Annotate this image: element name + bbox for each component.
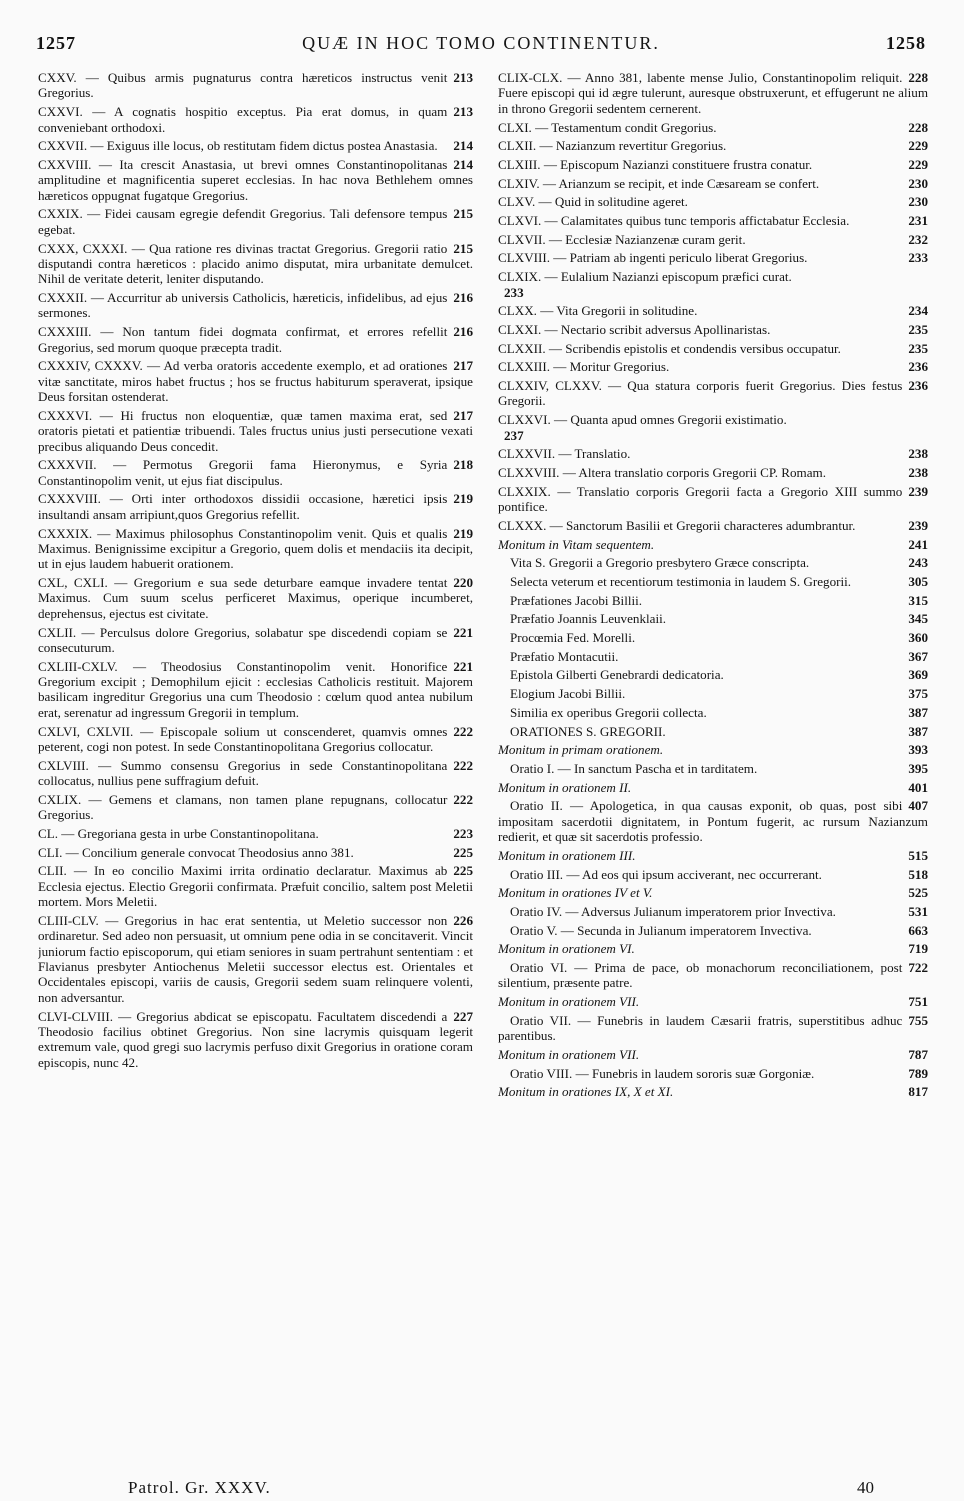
toc-entry <box>38 792 473 823</box>
toc-entry-text: Procœmia Fed. Morelli. <box>510 630 636 646</box>
toc-entry <box>498 593 928 608</box>
toc-page-number: 751 <box>908 994 928 1010</box>
toc-entry <box>498 303 928 318</box>
toc-page-number: 236 <box>908 378 928 394</box>
toc-page-number: 213 <box>453 70 473 85</box>
toc-page-number: 395 <box>908 760 928 776</box>
toc-entry-text: CLXXVII. — Translatio. <box>498 446 631 462</box>
toc-page-number: 216 <box>453 290 473 306</box>
toc-entry-text: CLXVI. — Calamitates quibus tunc temporis affictabatur Ecclesia. <box>498 213 850 229</box>
toc-entry <box>38 358 473 404</box>
running-title: QUÆ IN HOC TOMO CONTINENTUR. <box>302 33 660 53</box>
toc-entry <box>498 341 928 356</box>
page-header <box>36 33 926 57</box>
toc-entry <box>498 574 928 589</box>
toc-entry <box>498 232 928 247</box>
toc-entry <box>498 705 928 720</box>
toc-entry <box>498 269 928 300</box>
page-number-left: 1257 <box>36 33 76 53</box>
toc-entry-text: Præfatio Joannis Leuvenklaii. <box>510 611 667 627</box>
toc-page-number: 215 <box>453 206 473 222</box>
toc-entry <box>498 941 928 956</box>
toc-page-number: 369 <box>908 667 928 683</box>
toc-page-number: 233 <box>908 250 928 266</box>
toc-entry <box>38 70 473 101</box>
sheet-number: 40 <box>857 1478 874 1497</box>
toc-entry <box>498 194 928 209</box>
toc-entry-text: CLIII-CLV. — Gregorius in hac erat sententia, ut Meletio successor non ordinaretur. Sed adeo non persuasit, ut omnium pene odia in se concitaverit. Vincit juniorum factio episcoporum, qui etiam seniores in suam pertrahunt sententiam : et Flavianus presbyter Antiochenus Meletii successor electus est. Orientales et Occidentales episcopi, variis de causis, Gregorii sedem suam relinquere volenti, non adversantur. <box>38 912 473 1005</box>
toc-page-number: 789 <box>908 1065 928 1081</box>
toc-entry-text: Monitum in orationes IX, X et XI. <box>498 1084 674 1100</box>
toc-page-number: 220 <box>453 575 473 591</box>
toc-page-number: 407 <box>908 798 928 814</box>
toc-page-number: 230 <box>908 175 928 191</box>
toc-entry-text: CLXII. — Nazianzum revertitur Gregorius. <box>498 138 727 154</box>
toc-entry <box>498 923 928 938</box>
toc-entry <box>38 724 473 755</box>
toc-entry <box>498 686 928 701</box>
toc-page-number: 360 <box>908 630 928 646</box>
toc-entry <box>38 324 473 355</box>
toc-entry <box>498 138 928 153</box>
toc-entry-text: CXXXVIII. — Orti inter orthodoxos dissidii occasione, hæretici ipsis insultandi ansam arripiunt,quos Gregorius refellit. <box>38 491 448 522</box>
toc-entry <box>38 138 473 153</box>
toc-entry-text: CLXIV. — Arianzum se recipit, et inde Cæsaream se confert. <box>498 175 820 191</box>
toc-entry-text: Monitum in orationem II. <box>498 779 632 795</box>
toc-entry-text: Oratio VIII. — Funebris in laudem sororis suæ Gorgoniæ. <box>510 1065 815 1081</box>
toc-entry-text: CXLIII-CXLV. — Theodosius Constantinopolim venit. Honorifice Gregorium excipit ; Demophilum ejicit : ecclesias Catholicis restituit. Majorem basilicam ingreditur Gregorius una cum Theodosio : cœlum quod antea nubilum erat, serenatur ad ingressum Gregorii in templum. <box>38 658 473 720</box>
toc-entry <box>498 1066 928 1081</box>
toc-page-number: 515 <box>908 847 928 863</box>
toc-entry <box>38 758 473 789</box>
toc-page-number: 243 <box>908 555 928 571</box>
toc-entry-text: Oratio V. — Secunda in Julianum imperatorem Invectiva. <box>510 922 812 938</box>
toc-entry-text: CLXX. — Vita Gregorii in solitudine. <box>498 303 698 319</box>
toc-entry <box>498 904 928 919</box>
toc-entry-text: Epistola Gilberti Genebrardi dedicatoria. <box>510 667 724 683</box>
toc-entry-text: CLXXVIII. — Altera translatio corporis Gregorii CP. Romam. <box>498 464 827 480</box>
toc-entry <box>38 826 473 841</box>
toc-entry <box>498 378 928 409</box>
toc-entry <box>38 659 473 721</box>
toc-page-number: 663 <box>908 922 928 938</box>
toc-page-number: 230 <box>908 194 928 210</box>
toc-entry <box>38 241 473 287</box>
toc-page-number: 237 <box>504 427 524 443</box>
toc-entry-text: CLXXIX. — Translatio corporis Gregorii facta a Gregorio XIII summo pontifice. <box>498 483 903 515</box>
toc-page-number: 225 <box>453 863 473 879</box>
toc-entry-text: CXXXVI. — Hi fructus non eloquentiæ, quæ tamen maxima erat, sed oratoris pietati et patientiæ tribuendi. Tales fructus unius justi persecutione vexati precibus aliquando Deus concedit. <box>38 407 473 454</box>
toc-entry-text: Monitum in orationem VII. <box>498 1047 640 1062</box>
toc-entry-text: CXXVI. — A cognatis hospitio exceptus. Pia erat domus, in quam conveniebant orthodoxi. <box>38 104 448 135</box>
toc-entry <box>38 1009 473 1071</box>
toc-page-number: 214 <box>453 156 473 172</box>
toc-page-number: 223 <box>453 825 473 841</box>
toc-entry <box>498 70 928 116</box>
toc-entry <box>38 625 473 656</box>
toc-page-number: 222 <box>453 791 473 807</box>
toc-page-number: 719 <box>908 941 928 957</box>
toc-entry <box>498 555 928 570</box>
toc-entry-text: Oratio IV. — Adversus Julianum imperatorem prior Invectiva. <box>510 903 836 919</box>
toc-entry-text: CLXVIII. — Patriam ab ingenti periculo liberat Gregorius. <box>498 250 808 266</box>
toc-entry-text: CLXV. — Quid in solitudine ageret. <box>498 194 688 210</box>
toc-page-number: 228 <box>908 70 928 85</box>
toc-page-number: 722 <box>908 960 928 976</box>
toc-page-number: 216 <box>453 324 473 340</box>
toc-entry-text: CLXXX. — Sanctorum Basilii et Gregorii characteres adumbrantur. <box>498 517 856 533</box>
toc-entry-text: Selecta veterum et recentiorum testimonia in laudem S. Gregorii. <box>510 573 852 589</box>
toc-page-number: 238 <box>908 464 928 480</box>
toc-entry <box>498 213 928 228</box>
toc-page-number: 222 <box>453 757 473 773</box>
toc-entry-text: Oratio I. — In sanctum Pascha et in tarditatem. <box>510 760 758 776</box>
toc-page-number: 214 <box>453 138 473 154</box>
toc-page-number: 375 <box>908 686 928 702</box>
toc-page-number: 215 <box>453 240 473 256</box>
toc-page-number: 305 <box>908 573 928 589</box>
toc-page-number: 218 <box>453 457 473 473</box>
toc-entry <box>38 290 473 321</box>
toc-page-number: 315 <box>908 592 928 608</box>
toc-entry-text: CLXXI. — Nectario scribit adversus Apollinaristas. <box>498 321 771 337</box>
toc-entry-text: CXXXIV, CXXXV. — Ad verba oratoris accedente exemplo, et ad orationes vitæ sanctitate, miros habet fructus ; hos se fructus habiturum speraverat, ipsique Deus forsitan ostenderat. <box>38 358 473 405</box>
toc-entry-text: CLXXII. — Scribendis epistolis et condendis versibus occupatur. <box>498 340 841 356</box>
toc-page-number: 225 <box>453 844 473 860</box>
toc-entry <box>38 526 473 572</box>
toc-entry-text: CXXXIX. — Maximus philosophus Constantinopolim venit. Quis et qualis Maximus. Benignissime excipitur a Gregorio, quem dolis et mendaciis ita decipit, ut in ejus laudem habuerit orationem. <box>38 525 473 572</box>
toc-page-number: 525 <box>908 885 928 901</box>
toc-entry <box>498 649 928 664</box>
toc-entry-text: CXLVIII. — Summo consensu Gregorius in sede Constantinopolitana collocatus, nullius pene suffragium defuit. <box>38 757 448 789</box>
toc-entry <box>498 761 928 776</box>
toc-entry <box>498 537 928 552</box>
left-column <box>38 70 473 1074</box>
toc-page-number: 213 <box>453 104 473 120</box>
toc-entry-text: CLXIII. — Episcopum Nazianzi constituere frustra conatur. <box>498 156 813 172</box>
toc-entry <box>38 104 473 135</box>
toc-entry-text: ORATIONES S. GREGORII. <box>510 723 666 739</box>
toc-entry-text: Præfatio Montacutii. <box>510 648 619 664</box>
toc-page-number: 217 <box>453 358 473 374</box>
toc-entry <box>498 176 928 191</box>
toc-entry-text: CLXXVI. — Quanta apud omnes Gregorii existimatio. <box>498 412 787 428</box>
toc-page-number: 234 <box>908 303 928 319</box>
toc-entry <box>498 484 928 515</box>
toc-entry-text: CXXV. — Quibus armis pugnaturus contra hæreticos instructus venit Gregorius. <box>38 70 448 101</box>
toc-entry-text: Præfationes Jacobi Billii. <box>510 592 643 608</box>
toc-entry <box>498 848 928 863</box>
toc-entry-text: Monitum in primam orationem. <box>498 742 664 758</box>
toc-entry <box>38 206 473 237</box>
toc-entry-text: CLIX-CLX. — Anno 381, labente mense Julio, Constantinopolim reliquit. Fuere episcopi qui id ægre tulerunt, auresque obstruxerunt, et effugerunt ne alium in throno Gregorii sedentem cernerent. <box>498 70 928 116</box>
right-column <box>498 70 928 1103</box>
toc-page-number: 241 <box>908 536 928 552</box>
toc-entry-text: CXXX, CXXXI. — Qua ratione res divinas tractat Gregorius. Gregorii ratio disputandi contra hæreticos : placido animo disputat, mira urbanitate demulcet. Nihil de veritate deterit, leniter disputando. <box>38 240 473 287</box>
toc-page-number: 367 <box>908 648 928 664</box>
toc-entry-text: Monitum in orationem VII. <box>498 994 640 1010</box>
toc-page-number: 222 <box>453 723 473 739</box>
toc-page-number: 387 <box>908 704 928 720</box>
toc-entry <box>498 518 928 533</box>
toc-entry <box>498 1013 928 1044</box>
toc-page-number: 393 <box>908 742 928 758</box>
toc-entry-text: CLXXIV, CLXXV. — Qua statura corporis fuerit Gregorius. Dies festus Gregorii. <box>498 378 903 409</box>
toc-page-number: 345 <box>908 611 928 627</box>
toc-entry <box>498 359 928 374</box>
toc-entry <box>38 457 473 488</box>
toc-entry <box>498 867 928 882</box>
toc-entry <box>498 465 928 480</box>
toc-entry-text: CLXXIII. — Moritur Gregorius. <box>498 359 670 375</box>
page-footer <box>128 1478 874 1500</box>
toc-entry-text: CXXIX. — Fidei causam egregie defendit Gregorius. Tali defensore tempus egebat. <box>38 206 448 237</box>
toc-page-number: 235 <box>908 340 928 356</box>
toc-entry-text: CXXVII. — Exiguus ille locus, ob restitutam fidem dictus postea Anastasia. <box>38 138 438 154</box>
toc-entry <box>498 994 928 1009</box>
toc-entry-text: CLVI-CLVIII. — Gregorius abdicat se episcopatu. Facultatem discedendi a Theodosio facilius obtinet Gregorius. Non sine lacrymis quisquam legerit extremum vale, quod gregi suo lacrymis perfuso dixit Gregorius in oratione coram episcopis, nunc 42. <box>38 1008 473 1070</box>
toc-page-number: 227 <box>453 1008 473 1024</box>
toc-entry <box>498 611 928 626</box>
toc-entry <box>498 120 928 135</box>
toc-page-number: 229 <box>908 156 928 172</box>
toc-page-number: 226 <box>453 912 473 928</box>
toc-entry <box>498 1084 928 1099</box>
toc-entry-text: Oratio III. — Ad eos qui ipsum acciverant, nec occurrerant. <box>510 866 822 882</box>
toc-entry <box>498 1047 928 1062</box>
toc-entry <box>38 408 473 454</box>
toc-entry <box>498 667 928 682</box>
toc-page-number: 217 <box>453 407 473 423</box>
toc-entry <box>498 322 928 337</box>
toc-entry <box>498 960 928 991</box>
toc-entry <box>498 780 928 795</box>
toc-page-number: 219 <box>453 525 473 541</box>
toc-entry <box>498 742 928 757</box>
toc-entry-text: CLXIX. — Eulalium Nazianzi episcopum præfici curat. <box>498 269 792 285</box>
toc-entry-text: Elogium Jacobi Billii. <box>510 686 626 702</box>
toc-entry-text: CXLIX. — Gemens et clamans, non tamen plane repugnans, collocatur Gregorius. <box>38 791 448 823</box>
toc-page-number: 755 <box>908 1012 928 1028</box>
toc-page-number: 229 <box>908 138 928 154</box>
volume-signature: Patrol. Gr. XXXV. <box>128 1478 271 1497</box>
toc-entry <box>498 724 928 739</box>
toc-entry <box>38 575 473 621</box>
toc-page-number: 231 <box>908 213 928 229</box>
toc-entry <box>38 913 473 1005</box>
toc-entry-text: CXXXIII. — Non tantum fidei dogmata confirmat, et errores refellit Gregorius, sed morum quoque præcepta tradit. <box>38 324 448 355</box>
toc-entry-text: Similia ex operibus Gregorii collecta. <box>510 704 707 720</box>
toc-page-number: 518 <box>908 866 928 882</box>
toc-entry-text: CXLVI, CXLVII. — Episcopale solium ut conscenderet, quamvis omnes peterent, cogi non potest. In sede Constantinopolitana Gregorius collocatur. <box>38 723 448 754</box>
toc-entry-text: CXXVIII. — Ita crescit Anastasia, ut brevi omnes Constantinopolitanas amplitudine et magnificentia superet ecclesias. In hac nova Bethlehem omnes hæreticos oppugnat fugatque Gregorius. <box>38 156 473 203</box>
toc-entry-text: CLXI. — Testamentum condit Gregorius. <box>498 119 717 135</box>
toc-entry-text: CXL, CXLI. — Gregorium e sua sede deturbare eamque invadere tentat Maximus. Cum suum scelus perficeret Maximus, operique incumberet, deprehensus, ejectus est civitate. <box>38 575 473 621</box>
toc-entry <box>38 845 473 860</box>
toc-page-number: 236 <box>908 359 928 375</box>
toc-entry <box>38 157 473 203</box>
toc-entry-text: Monitum in orationes IV et V. <box>498 885 653 901</box>
toc-entry-text: CLXVII. — Ecclesiæ Nazianzenæ curam gerit. <box>498 231 746 247</box>
toc-entry-text: Oratio II. — Apologetica, in qua causas exponit, ob quas, post sibi impositam sacerdotii dignitatem, in Pontum fugerit, ac rursum Nazianzum redierit, et quæ sit sacerdotis professio. <box>498 798 928 845</box>
toc-page-number: 235 <box>908 321 928 337</box>
toc-entry-text: CXXXII. — Accurritur ab universis Catholicis, hæreticis, infidelibus, ad ejus sermones. <box>38 290 448 321</box>
toc-page-number: 233 <box>504 284 524 300</box>
toc-page-number: 787 <box>908 1047 928 1062</box>
toc-page-number: 239 <box>908 517 928 533</box>
page-number-right: 1258 <box>886 33 926 53</box>
toc-entry <box>498 412 928 443</box>
toc-page-number: 238 <box>908 446 928 462</box>
toc-page-number: 531 <box>908 903 928 919</box>
toc-entry-text: Vita S. Gregorii a Gregorio presbytero Græce conscripta. <box>510 555 810 571</box>
toc-entry-text: CLII. — In eo concilio Maximi irrita ordinatio declaratur. Maximus ab Ecclesia ejectus. Electio Gregorii confirmata. Præfuit concilio, saltem post Meletii mortem. Mors Meletii. <box>38 863 473 910</box>
toc-entry-text: Oratio VI. — Prima de pace, ob monachorum reconciliationem, post silentium, præsente patre. <box>498 960 903 991</box>
toc-entry <box>498 885 928 900</box>
toc-entry-text: CL. — Gregoriana gesta in urbe Constantinopolitana. <box>38 825 319 841</box>
toc-entry <box>38 491 473 522</box>
toc-entry <box>498 630 928 645</box>
toc-entry-text: Monitum in Vitam sequentem. <box>498 536 655 552</box>
toc-entry-text: CLI. — Concilium generale convocat Theodosius anno 381. <box>38 844 354 860</box>
toc-page-number: 817 <box>908 1084 928 1100</box>
toc-page-number: 219 <box>453 491 473 507</box>
toc-entry-text: Oratio VII. — Funebris in laudem Cæsarii fratris, superstitibus adhuc parentibus. <box>498 1012 903 1044</box>
toc-page-number: 239 <box>908 483 928 499</box>
toc-entry <box>38 863 473 909</box>
toc-page-number: 401 <box>908 779 928 795</box>
toc-page-number: 228 <box>908 119 928 135</box>
toc-page-number: 387 <box>908 723 928 739</box>
toc-entry <box>498 798 928 844</box>
toc-entry <box>498 157 928 172</box>
toc-entry-text: CXLII. — Perculsus dolore Gregorius, solabatur spe discedendi copiam se consecuturum. <box>38 624 448 655</box>
toc-entry-text: CXXXVII. — Permotus Gregorii fama Hieronymus, e Syria Constantinopolim venit, ut ejus fiat discipulus. <box>38 457 448 488</box>
toc-page-number: 221 <box>453 624 473 640</box>
toc-entry <box>498 250 928 265</box>
toc-entry-text: Monitum in orationem III. <box>498 847 636 863</box>
toc-page-number: 221 <box>453 658 473 674</box>
toc-entry-text: Monitum in orationem VI. <box>498 941 635 957</box>
toc-entry <box>498 446 928 461</box>
toc-page-number: 232 <box>908 231 928 247</box>
